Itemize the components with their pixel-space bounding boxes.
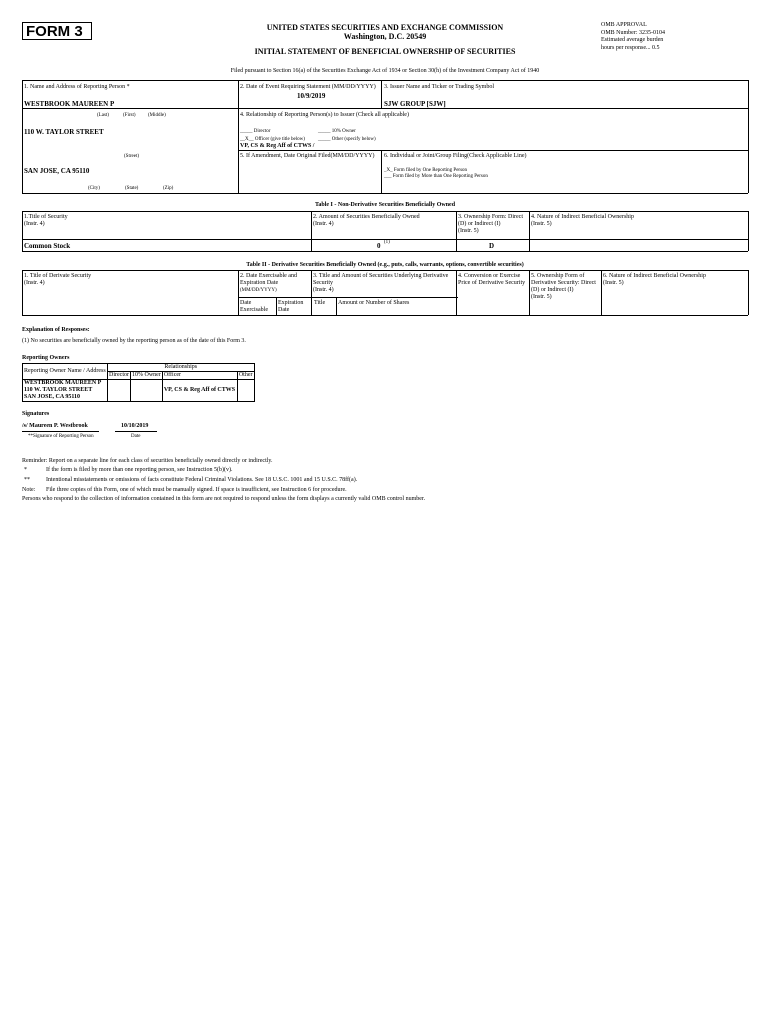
officer-check: __X__ Officer (give title below) [240,137,305,142]
first-caption: (First) [123,113,136,118]
table1-col1-header [24,214,68,228]
table1-col1-label: 1.Title of Security [24,214,68,220]
table2-col6-instr: (Instr. 5) [603,280,624,286]
table2-col6-header [603,273,706,287]
table2-col3-label: 3. Title and Amount of Securities Underlying Derivative [313,273,449,279]
table2-col5-sub: Derivative Security: Direct [531,280,596,286]
omb-burden-2: hours per response... 0.5 [601,44,660,51]
table2-col4-header [458,273,525,287]
table2-col5-instr: (Instr. 5) [531,294,552,300]
table2-col2-format: (MM/DD/YYYY) [240,288,277,293]
issuer-name: SJW GROUP [SJW] [384,100,446,108]
ro-name-header: Reporting Owner Name / Address [23,364,108,380]
signature-date: 10/10/2019 [121,423,149,429]
table1-col4-label: 4. Nature of Indirect Beneficial Ownership [531,214,634,220]
table2-title: Table II - Derivative Securities Beneficially Owned (e.g., puts, calls, warrants, options, convertible securities) [246,262,524,268]
table2-col3-instr: (Instr. 4) [313,287,334,293]
ro-director-header: Director [109,372,129,378]
table2-col5-label: 5. Ownership Form of [531,273,585,279]
reminder-text: Reminder: Report on a separate line for each class of securities beneficially owned directly or indirectly. [22,458,273,464]
table2-col1-label: 1. Title of Derivate Security [24,273,92,279]
table2-col4-sub: Price of Derivative Security [458,280,526,286]
ro-owner-line1: WESTBROOK MAUREEN P [24,380,102,386]
table2-col5-header [531,273,596,301]
one-person-option: _X_ Form filed by One Reporting Person [384,168,468,173]
city-caption: (City) [88,186,100,191]
double-star-note: Intentional misstatements or omissions of facts constitute Federal Criminal Violations. See 18 U.S.C. 1001 and 15 U.S.C. 78ff(a). [46,477,358,483]
filed-pursuant: Filed pursuant to Section 16(a) of the Securities Exchange Act of 1934 or Section 30(h) of the Investment Company Act of 1940 [230,68,540,74]
omb-burden-1: Estimated average burden [601,37,664,43]
explanation-heading: Explanation of Responses: [22,327,90,333]
sub-expiration-label: Expiration [278,300,304,306]
ro-owner-line3: SAN JOSE, CA 95110 [24,394,81,400]
security-amount: 0 [377,242,381,250]
signature-caption: **Signature of Reporting Person [28,434,94,439]
city-value: SAN JOSE, CA 95110 [24,167,90,175]
table2-col1-instr: (Instr. 4) [24,280,45,286]
event-date: 10/9/2019 [297,92,326,100]
table2-col2-sub: Expiration Date [240,280,279,286]
table1-col3-label: 3. Ownership Form: Direct [458,214,523,220]
reporting-owners-table [22,363,255,402]
sub-date-label: Date [240,300,252,306]
ro-owner-address [23,380,108,402]
table1-title: Table I - Non-Derivative Securities Beneficially Owned [314,202,456,208]
street-caption: (Street) [124,154,139,159]
last-caption: (Last) [97,113,109,118]
double-star-mark: ** [24,477,30,483]
box1-label: 1. Name and Address of Reporting Person * [24,84,130,90]
table2-col1-header [24,273,91,287]
table1-col2-label: 2. Amount of Securities Beneficially Owned [313,214,420,220]
form-title: FORM 3 [22,22,92,40]
statement-title: INITIAL STATEMENT OF BENEFICIAL OWNERSHIP OF SECURITIES [254,47,516,56]
agency-location: Washington, D.C. 20549 [343,32,427,41]
note-text: File three copies of this Form, one of which must be manually signed. If space is insufficient, see Instruction 6 for procedure. [46,487,347,493]
ten-pct-check: _____ 10% Owner [318,129,356,134]
state-caption: (State) [125,186,139,191]
sub-date-exercisable [240,300,268,314]
sub-expiration-date [278,300,303,314]
ro-ten-pct-header: 10% Owner [132,372,161,378]
ro-ten-pct-cell [131,380,163,402]
officer-title: VP, CS & Reg Aff of CTWS / [240,143,315,149]
signer-name: /s/ Maureen P. Westbrook [22,423,88,429]
street-value: 110 W. TAYLOR STREET [24,128,104,136]
reporting-owners-heading: Reporting Owners [22,355,70,361]
table2-col6-label: 6. Nature of Indirect Beneficial Ownership [603,273,706,279]
star-mark: * [24,467,27,473]
omb-approval: OMB APPROVAL [601,22,647,28]
box5-label: 5. If Amendment, Date Original Filed(MM/DD/YYYY) [240,153,375,159]
sub-exp-date-label: Date [278,307,290,313]
omb-disclaimer: Persons who respond to the collection of information contained in this form are not required to respond unless the form displays a currently valid OMB control number. [22,496,426,502]
note-mark: Note: [22,487,36,493]
table1-col3-header [458,214,523,235]
other-check: _____ Other (specify below) [318,137,376,142]
table1-col3-instr: (Instr. 5) [458,228,479,234]
table1-col4-instr: (Instr. 5) [531,221,552,227]
table-row [23,380,255,402]
ro-owner-line2: 110 W. TAYLOR STREET [24,387,93,393]
table1-col2-header [313,214,420,228]
omb-number: OMB Number: 3235-0104 [601,29,665,36]
table2-col5-sub2: (D) or Indirect (I) [531,287,574,293]
box4-label: 4. Relationship of Reporting Person(s) to Issuer (Check all applicable) [240,112,409,118]
table1-col2-instr: (Instr. 4) [313,221,334,227]
sub-exercisable-label: Exercisable [240,307,268,313]
footnote-1-link[interactable]: (1) [384,240,390,245]
more-person-option: ___ Form filed by More than One Reporting Person [384,174,488,179]
box3-label: 3. Issuer Name and Ticker or Trading Symbol [384,84,494,90]
box2-label: 2. Date of Event Requiring Statement (MM/DD/YYYY) [240,84,376,90]
table1-col4-header [531,214,634,228]
box6-label: 6. Individual or Joint/Group Filing(Check Applicable Line) [384,153,527,159]
zip-caption: (Zip) [163,186,174,191]
ro-officer-cell: VP, CS & Reg Aff of CTWS [162,380,237,402]
sub-title: Title [314,300,326,306]
table2-col4-label: 4. Conversion or Exercise [458,273,521,279]
star-note: If the form is filed by more than one reporting person, see Instruction 5(b)(v). [46,467,233,473]
date-caption: Date [131,434,141,439]
director-check: _____ Director [240,129,271,134]
reporting-person-name: WESTBROOK MAUREEN P [24,100,115,108]
table2-col3-header [313,273,448,294]
table2-col3-sub: Security [313,280,333,286]
ownership-form: D [489,242,495,250]
agency-name: UNITED STATES SECURITIES AND EXCHANGE COMMISSION [266,23,504,32]
explanation-note-1: (1) No securities are beneficially owned by the reporting person as of the date of this Form 3. [22,338,246,344]
security-title: Common Stock [24,242,71,250]
ro-other-header: Other [238,372,253,378]
table1-col1-instr: (Instr. 4) [24,221,45,227]
ro-other-cell [237,380,254,402]
ro-relationships-header: Relationships [108,364,255,372]
signatures-heading: Signatures [22,411,50,417]
table2-col2-label: 2. Date Exercisable and [240,273,297,279]
ro-director-cell [108,380,131,402]
ro-officer-header: Officer [162,372,237,380]
omb-approval-box [601,22,665,52]
middle-caption: (Middle) [148,113,166,118]
table1-col3-sub: (D) or Indirect (I) [458,221,501,227]
sub-amount: Amount or Number of Shares [338,300,410,306]
table2-col2-header [240,273,297,294]
